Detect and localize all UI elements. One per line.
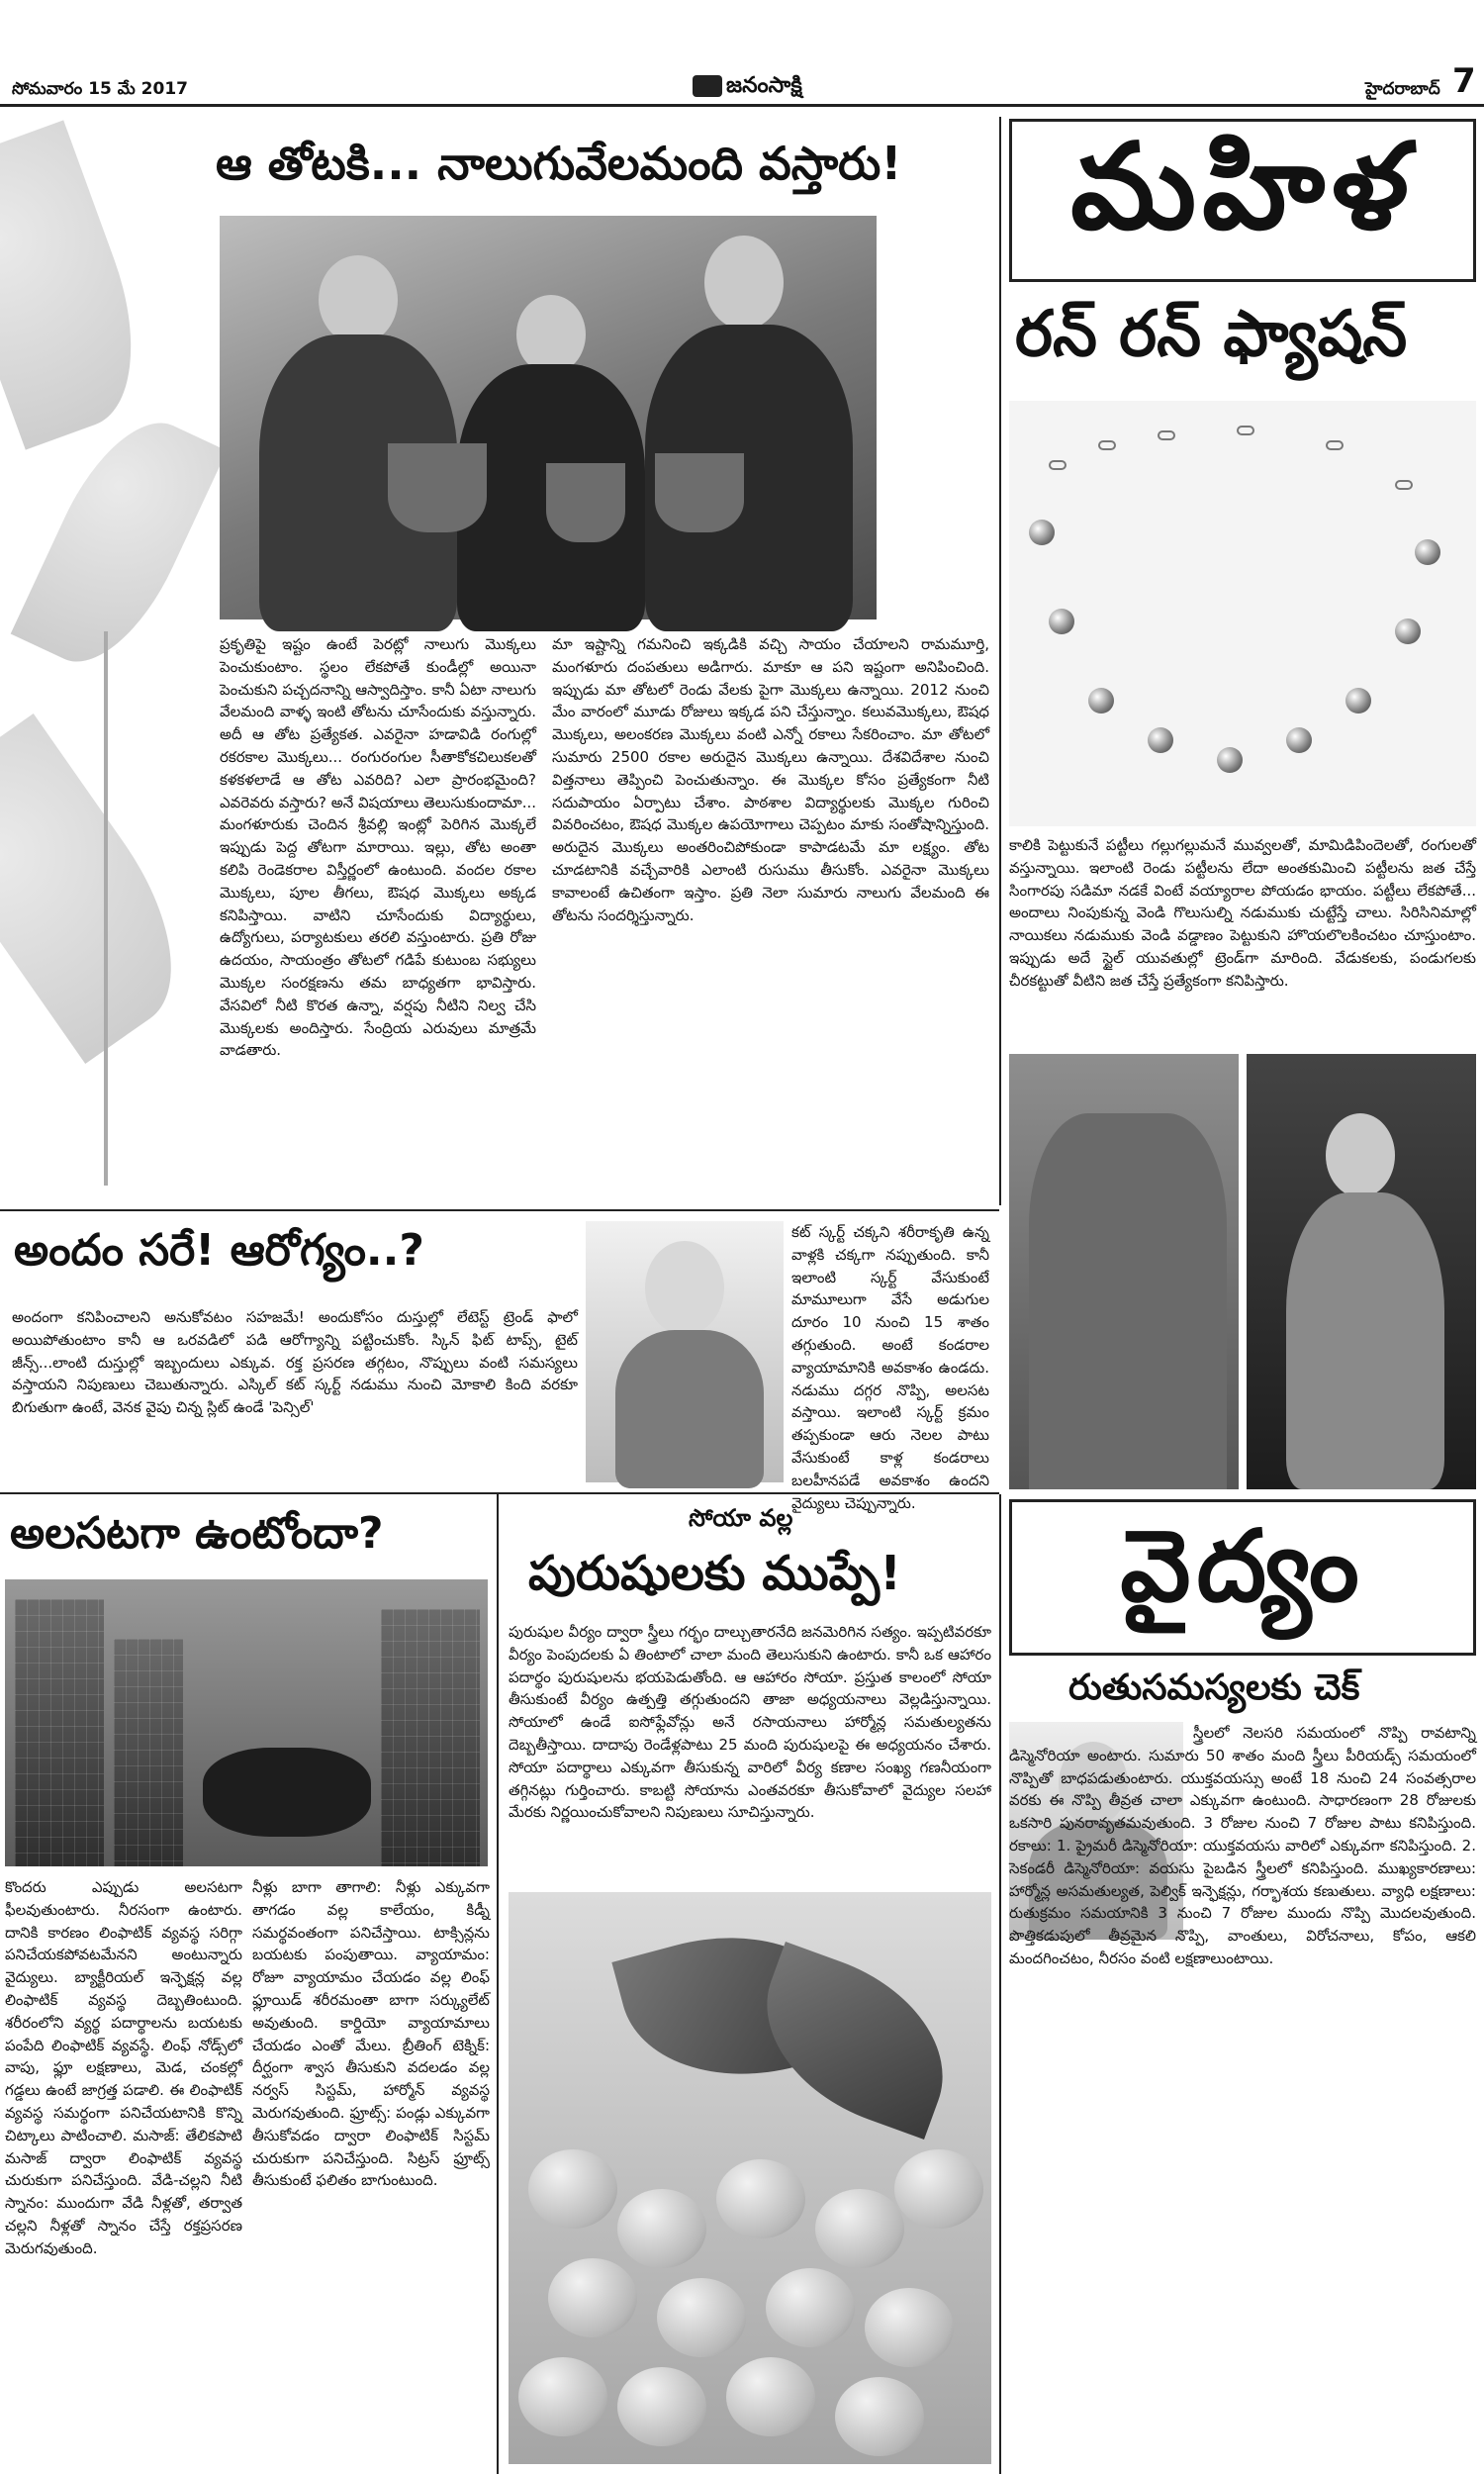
soybean-photo <box>509 1892 991 2464</box>
beauty-photo <box>586 1221 784 1482</box>
divider <box>497 1494 499 2474</box>
soybean <box>835 2377 924 2456</box>
fashion-headline: రన్ రన్ ఫ్యాషన్ <box>1015 298 1408 371</box>
beauty-sidebar: కట్ స్కర్ట్ చక్కని శరీరాకృతి ఉన్న వాళ్లకి చక్కగా నప్పుతుంది. కానీ ఇలాంటి స్కర్ట్ వేసుకుంటే మామూలుగా వేసే అడుగుల దూరం 10 నుంచి 15 శాతం తగ్గుతుంది. అంటే కండరాల వ్యాయామానికి అవకాశం ఉండదు. నడుము దగ్గర నొప్పి, అలసట వస్తాయి. ఇలాంటి స్కర్ట్ క్రమం తప్పకుండా ఆరు నెలల పాటు వేసుకుంటే కాళ్ల కండరాలు బలహీనపడే అవకాశం ఉందని వైద్యులు చెప్పున్నారు. <box>791 1223 989 1512</box>
chain-link <box>1326 440 1344 450</box>
logo-mark-icon <box>693 75 722 97</box>
anklet-bell <box>1395 618 1421 644</box>
soybean <box>894 2149 983 2229</box>
anklet-bell <box>1088 688 1114 714</box>
soya-story <box>501 1496 995 2471</box>
waist-chain-photo-1 <box>1009 1054 1239 1489</box>
soya-headline: పురుషులకు ముప్పే! <box>528 1546 902 1601</box>
chain-link <box>1098 440 1116 450</box>
fashion-body: కాలికి పెట్టుకునే పట్టీలు గల్లుగల్లుమనే మువ్వలతో, మామిడిపిందెలతో, రంగులతో వస్తున్నాయి. ఇలాంటి రెండు పట్టీలను లేదా అంతకుమించి పట్టీలను జత చేస్తే సింగారపు సడిమా నడకే వింటే వయ్యారాల పోయడం భాయం. పట్టీలు లేకపోతే... అందాలు నింపుకున్న వెండి గొలుసుల్ని నడుముకు చుట్టేస్తే చాలు. సిరిసినిమాల్లో నాయికలు నడుముకు వెండి వడ్డాణం పెట్టుకుని హొయలొలకించటం చూస్తుంటాం. ఇప్పుడు అదే స్టైల్ యువతుల్లో ట్రెండ్‌గా మారింది. వేడుకలకు, పండుగలకు చీరకట్టుతో వీటిని జత చేస్తే ప్రత్యేకంగా కనిపిస్తారు. <box>1009 836 1476 990</box>
fatigue-photo <box>5 1579 488 1866</box>
garden-headline: ఆ తోటకి... నాలుగువేలమంది వస్తారు! <box>216 137 902 190</box>
soybean <box>716 2159 805 2238</box>
anklet-bell <box>1345 688 1371 714</box>
person-head <box>319 255 398 344</box>
fatigue-story <box>0 1496 495 2471</box>
chain-link <box>1049 460 1067 470</box>
soybean <box>518 2357 607 2436</box>
chain-link <box>1395 480 1413 490</box>
divider <box>999 1494 1001 2474</box>
soybean <box>548 2258 637 2337</box>
plant-pot <box>546 463 625 542</box>
newspaper-logo <box>693 73 802 103</box>
window-grid <box>15 1599 104 1866</box>
window-grid <box>381 1609 480 1866</box>
person-figure <box>615 1330 764 1488</box>
edition-city: హైదరాబాద్ <box>1365 79 1440 99</box>
soybean <box>865 2288 954 2367</box>
anklet-bell <box>1217 747 1243 773</box>
saree-figure <box>1029 1113 1227 1489</box>
beauty-body: అందంగా కనిపించాలని అనుకోవటం సహజమే! అందుకోసం దుస్తుల్లో లేటెస్ట్ ట్రెండ్ ఫాలో అయిపోతుంటాం కానీ ఆ ఒరవడిలో పడి ఆరోగ్యాన్ని పట్టించుకోం. స్కిన్ ఫిట్ టాప్స్, టైట్ జీన్స్...లాంటి దుస్తుల్లో ఇబ్బందులు ఎక్కువ. రక్త ప్రసరణ తగ్గటం, నొప్పులు వంటి సమస్యలు వస్తాయని నిపుణులు చెబుతున్నారు. ఎస్కిల్ కట్ స్కర్ట్ నడుము నుంచి మోకాలి కింది వరకూ బిగుతుగా ఉంటే, వెనక వైపు చిన్న స్లిట్ ఉండే 'పెన్సిల్' <box>12 1308 578 1417</box>
soya-body: పురుషుల వీర్యం ద్వారా స్త్రీలు గర్భం దాల్చుతారనేది జనమెరిగిన సత్యం. ఇప్పటివరకూ వీర్యం పెంపుదలకు ఏ తింటాలో చాలా మంది తెలుసుకుని ఉంటారు. కానీ ఒక ఆహారం పదార్థం పురుషులను భయపెడుతోంది. ఆ ఆహారం సోయా. ప్రస్తుత కాలంలో సోయా తీసుకుంటే వీర్యం ఉత్పత్తి తగ్గుతుందని తాజా అధ్యయనాలు వెల్లడిస్తున్నాయి. సోయాలో ఉండే ఐసోఫ్లేవోన్లు అనే రసాయనాలు హార్మోన్ల సమతుల్యతను దెబ్బతీస్తాయి. దాదాపు రెండేళ్లపాటు 25 మంది పురుషులపై ఈ అధ్యయనం చేశారు. సోయా పదార్థాలు ఎక్కువగా తీసుకున్న వారిలో వీర్య కణాల సంఖ్య గణనీయంగా తగ్గినట్లు గుర్తించారు. కాబట్టి సోయాను ఎంతవరకూ తీసుకోవాలో వైద్యుల సలహా మేరకు నిర్ణయించుకోవాలని నిపుణులు సూచిస్తున్నారు. <box>509 1623 991 1822</box>
decorative-flower-icon <box>0 120 165 449</box>
flower-stem <box>104 631 108 1186</box>
plant-pot <box>388 443 487 532</box>
garden-column-1: ప్రకృతిపై ఇష్టం ఉంటే పెరట్లో నాలుగు మొక్కలు పెంచుకుంటాం. స్థలం లేకపోతే కుండీల్లో అయినా పెంచుకుని పచ్చదనాన్ని ఆస్వాదిస్తాం. కానీ ఏటా నాలుగు వేలమంది వాళ్ళ ఇంటి తోటను చూసేందుకు వస్తున్నారు. అదీ ఆ తోట ప్రత్యేకత. ఎవరైనా హడావిడి రంగుల్లో రకరకాల మొక్కలు... రంగురంగుల సీతాకోకచిలుకలతో కళకళలాడే ఆ తోట ఎవరిది? ఎలా ప్రారంభమైంది? ఎవరెవరు వస్తారు? అనే విషయాలు తెలుసుకుందామా... మంగళూరుకు చెందిన శ్రీవల్లి ఇంట్లో పెరిగిన మొక్కలే ఇప్పుడు పెద్ద తోటగా మారాయి. ఇల్లు, తోట అంతా కలిపి రెండెకరాల విస్తీర్ణంలో ఉంటుంది. వందల రకాల మొక్కలు, పూల తీగలు, ఔషధ మొక్కలు అక్కడ కనిపిస్తాయి. వాటిని చూసేందుకు విద్యార్థులు, ఉద్యోగులు, పర్యాటకులు తరలి వస్తుంటారు. ప్రతి రోజు ఉదయం, సాయంత్రం తోటలో గడిపే కుటుంబ సభ్యులు మొక్కల సంరక్షణను తమ బాధ్యతగా భావిస్తారు. వేసవిలో నీటి కొరత ఉన్నా, వర్షపు నీటిని నిల్వ చేసి మొక్కలకు అందిస్తారు. సేంద్రియ ఎరువులు మాత్రమే వాడతారు. <box>220 635 537 1060</box>
waist-chain-photo-2 <box>1247 1054 1476 1489</box>
fashion-story <box>1009 292 1476 1494</box>
garden-column-2: మా ఇష్టాన్ని గమనించి ఇక్కడికి వచ్చి సాయం చేయాలని రామమూర్తి, మంగళూరు దంపతులు అడిగారు. మాకూ ఆ పని ఇష్టంగా అనిపించింది. ఇప్పుడు మా తోటలో రెండు వేలకు పైగా మొక్కలు ఉన్నాయి. 2012 నుంచి మేం వారంలో మూడు రోజులు ఇక్కడ పని చేస్తున్నాం. కలువమొక్కలు, ఔషధ మొక్కలు, అలంకరణ మొక్కలు వంటి ఎన్నో రకాలు సేకరించాం. మా తోటలో సుమారు 2500 రకాల అరుదైన మొక్కలు ఉన్నాయి. దేశవిదేశాల నుంచి విత్తనాలు తెప్పించి పెంచుతున్నాం. ఈ మొక్కల కోసం ప్రత్యేకంగా నీటి సదుపాయం ఏర్పాటు చేశాం. పాఠశాల విద్యార్థులకు మొక్కల గురించి వివరించటం, ఔషధ మొక్కల ఉపయోగాలు చెప్పటం మాకు సంతోషాన్నిస్తుంది. అరుదైన మొక్కలు అంతరించిపోకుండా కాపాడటమే మా లక్ష్యం. తోట చూడటానికి వచ్చేవారికి ఎలాంటి రుసుము తీసుకోం. ఎవరైనా మొక్కలు కావాలంటే ఉచితంగా ఇస్తాం. ప్రతి నెలా సుమారు నాలుగు వేలమంది ఈ తోటను సందర్శిస్తున్నారు. <box>552 635 989 924</box>
menstrual-story <box>1009 1663 1476 2469</box>
building <box>114 1639 183 1866</box>
mahila-section-banner <box>1009 116 1476 282</box>
plant-pot <box>655 453 744 532</box>
divider <box>999 117 1001 1205</box>
garden-story <box>0 117 997 1205</box>
fatigue-column-2: నీళ్లు బాగా తాగాలి: నీళ్లు ఎక్కువగా తాగడం వల్ల కాలేయం, కిడ్నీ సమర్థవంతంగా పనిచేస్తాయి. టాక్సిన్లను బయటకు పంపుతాయి. వ్యాయామం: రోజూ వ్యాయామం చేయడం వల్ల లింఫ్ ఫ్లూయిడ్ శరీరమంతా బాగా సర్క్యులేట్ అవుతుంది. కార్డియో వ్యాయామాలు చేయడం ఎంతో మేలు. బ్రీతింగ్ టెక్నిక్: దీర్ఘంగా శ్వాస తీసుకుని వదలడం వల్ల నర్వస్ సిస్టమ్, హార్మోన్ వ్యవస్థ మెరుగవుతుంది. ఫ్రూట్స్: పండ్లు ఎక్కువగా తీసుకోవడం ద్వారా లింఫాటిక్ సిస్టమ్ చురుకుగా పనిచేస్తుంది. సిట్రస్ ఫ్రూట్స్ తీసుకుంటే ఫలితం బాగుంటుంది. <box>252 1878 490 2190</box>
menstrual-body: స్త్రీలలో నెలసరి సమయంలో నొప్పి రావటాన్ని డిస్మెనోరియా అంటారు. సుమారు 50 శాతం మంది స్త్రీలు పీరియడ్స్ సమయంలో నొప్పితో బాధపడుతుంటారు. యుక్తవయస్సు అంటే 18 నుంచి 24 సంవత్సరాల వరకు ఈ నొప్పి తీవ్రత చాలా ఎక్కువగా ఉంటుంది. సాధారణంగా 28 రోజులకు ఒకసారి పునరావృతమవుతుంది. 3 రోజుల నుంచి 7 రోజుల పాటు కనిపిస్తుంది. రకాలు: 1. ప్రైమరీ డిస్మెనోరియా: యుక్తవయసు వారిలో ఎక్కువగా కనిపిస్తుంది. 2. సెకండరీ డిస్మెనోరియా: వయసు పైబడిన స్త్రీలలో కనిపిస్తుంది. ముఖ్యకారణాలు: హార్మోన్ల అసమతుల్యత, పెల్విక్ ఇన్ఫెక్షన్లు, గర్భాశయ కణుతులు. వ్యాధి లక్షణాలు: రుతుక్రమం సమయానికి 3 నుంచి 7 రోజుల ముందు నొప్పి మొదలవుతుంది. పొత్తికడుపులో తీవ్రమైన నొప్పి, వాంతులు, విరోచనాలు, కోపం, ఆకలి మందగించటం, నీరసం వంటి లక్షణాలుంటాయి. <box>1009 1724 1476 1967</box>
menstrual-headline: రుతుసమస్యలకు చెక్ <box>1068 1667 1360 1708</box>
soybean <box>657 2278 746 2357</box>
window-grid <box>114 1639 183 1866</box>
fatigue-column-1: కొందరు ఎప్పుడు అలసటగా ఫీలవుతుంటారు. నీరసంగా ఉంటారు. దానికి కారణం లింఫాటిక్ వ్యవస్థ సరిగ్గా పనిచేయకపోవటమేనని అంటున్నారు వైద్యులు. బ్యాక్టీరియల్ ఇన్ఫెక్షన్ల వల్ల లింఫాటిక్ వ్యవస్థ దెబ్బతింటుంది. శరీరంలోని వ్యర్థ పదార్థాలను బయటకు పంపేది లింఫాటిక్ వ్యవస్థే. లింఫ్ నోడ్స్‌లో వాపు, ఫ్లూ లక్షణాలు, మెడ, చంకల్లో గడ్డలు ఉంటే జాగ్రత్త పడాలి. ఈ లింఫాటిక్ వ్యవస్థ సమర్థంగా పనిచేయటానికి కొన్ని చిట్కాలు పాటించాలి. మసాజ్: తేలికపాటి మసాజ్ ద్వారా లింఫాటిక్ వ్యవస్థ చురుకుగా పనిచేస్తుంది. వేడి-చల్లని నీటి స్నానం: ముందుగా వేడి నీళ్లతో, తర్వాత చల్లని నీళ్లతో స్నానం చేస్తే రక్తప్రసరణ మెరుగవుతుంది. <box>5 1878 242 2257</box>
fatigue-headline: అలసటగా ఉంటోందా? <box>10 1508 384 1559</box>
beauty-headline: అందం సరే! ఆరోగ్యం..? <box>14 1225 424 1276</box>
soybean <box>766 2268 855 2347</box>
soybean <box>617 2189 706 2268</box>
chain-link <box>1158 430 1175 440</box>
saree-figure <box>1286 1192 1444 1489</box>
anklet-bell <box>1415 539 1440 565</box>
building <box>381 1609 480 1866</box>
person-head <box>1326 1113 1395 1197</box>
anklet-bell <box>1286 727 1312 753</box>
newspaper-logo-text: జనంసాక్షి <box>726 73 802 98</box>
vaidyam-banner-title: వైద్యం <box>1120 1506 1365 1624</box>
divider <box>0 1209 999 1211</box>
anklet-bell <box>1049 609 1074 634</box>
page-number: 7 <box>1452 61 1476 101</box>
masthead <box>0 0 1484 107</box>
issue-date: సోమవారం 15 మే 2017 <box>12 79 188 99</box>
soybean <box>528 2149 617 2229</box>
person-head <box>645 1241 724 1335</box>
garden-photo <box>220 216 877 619</box>
anklet-bell <box>1029 520 1055 545</box>
anklet-photo <box>1009 401 1476 826</box>
person-head <box>516 295 586 374</box>
soybean <box>815 2189 904 2268</box>
divider <box>0 1492 999 1494</box>
beauty-story <box>0 1215 997 1512</box>
vaidyam-section-banner <box>1009 1499 1476 1656</box>
building <box>15 1599 104 1866</box>
mahila-banner-title: మహిళ <box>1070 116 1415 256</box>
soybean <box>617 2367 706 2446</box>
person-head <box>704 236 784 330</box>
soybean <box>726 2357 815 2436</box>
anklet-bell <box>1148 727 1173 753</box>
chain-link <box>1237 426 1254 435</box>
tired-person-figure <box>203 1748 371 1837</box>
soya-kicker: సోయా వల్ల <box>689 1504 793 1532</box>
